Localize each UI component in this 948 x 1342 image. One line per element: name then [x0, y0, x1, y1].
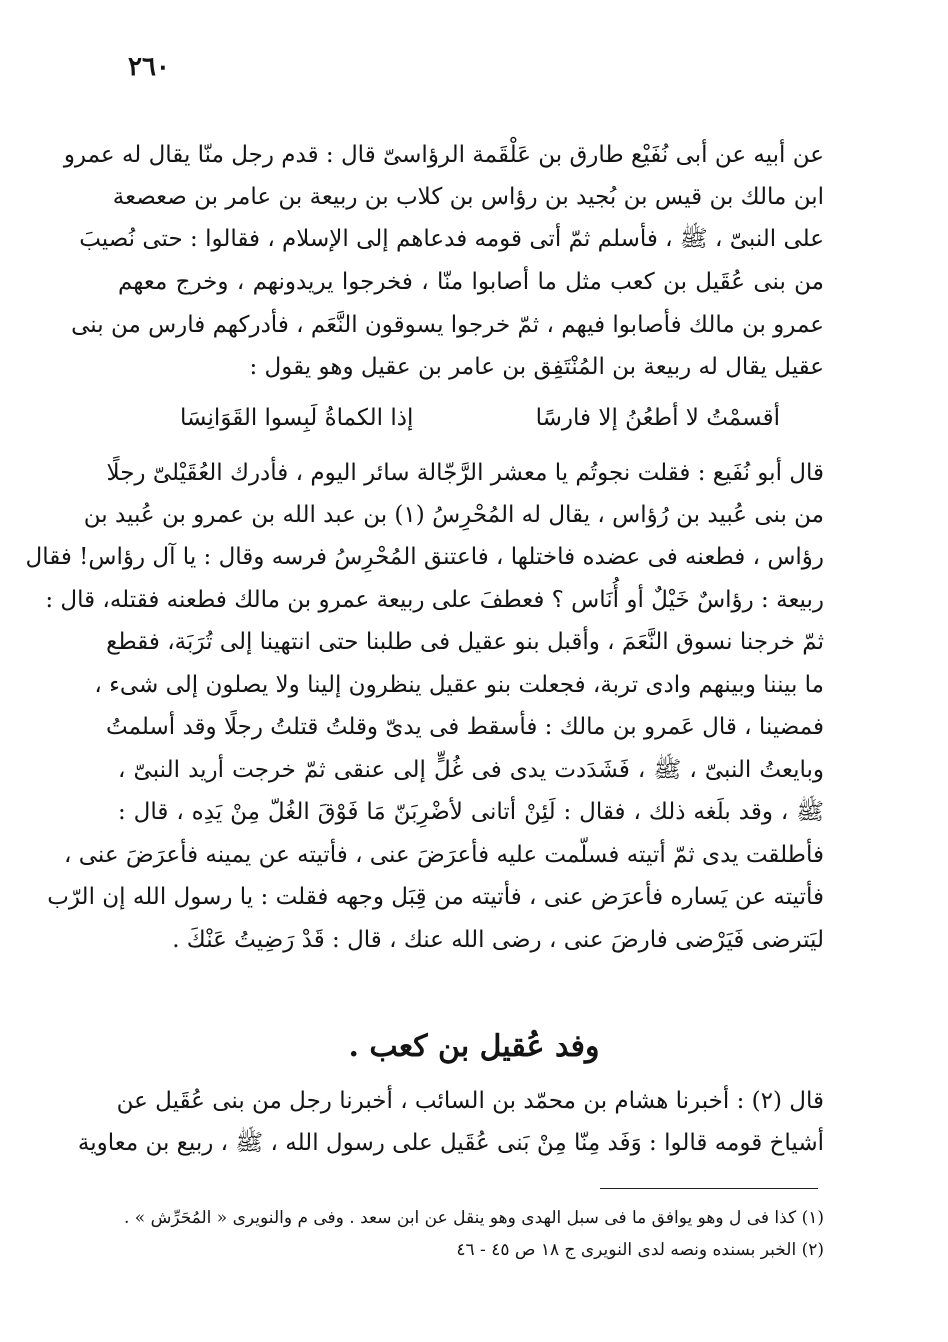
poem-verse — [180, 398, 780, 438]
page-number: ٢٦٠ — [128, 52, 170, 82]
text-line: عمرو بن مالك فأصابوا فيهم ، ثمّ خرجوا يسوقون النَّعَم ، فأدركهم فارس من بنى — [71, 312, 824, 338]
footnote-divider — [600, 1188, 818, 1189]
text-line: على النبىّ ، ﷺ ، فأسلم ثمّ أتى قومه فدعاهم إلى الإسلام ، فقالوا : حتى نُصيبَ — [79, 226, 824, 252]
text-line: عن أبيه عن أبى نُفَيْع طارق بن عَلْقَمة الرؤاسىّ قال : قدم رجل منّا يقال له عمرو — [63, 142, 824, 168]
text-line: ثمّ خرجنا نسوق النَّعَمَ ، وأقبل بنو عقيل فى طلبنا حتى انتهينا إلى تُرَبَة، فقطع — [106, 629, 824, 655]
text-line: وبايعتُ النبىّ ، ﷺ ، فَشَدَدت يدى فى غُلٍّ إلى عنقى ثمّ خرجت أريد النبىّ ، — [118, 757, 824, 783]
text-line: قال أبو نُفَيع : فقلت نجوتُم يا معشر الرَّجّالة سائر اليوم ، فأدرك العُقَيْلىّ رجلًا — [106, 460, 824, 486]
section-heading: وفد عُقيل بن كعب . — [348, 1029, 600, 1064]
verse-second-hemistich: إذا الكماةُ لَبِسوا القَوَانِسَا — [180, 405, 414, 431]
text-line: أشياخ قومه قالوا : وَفَد مِنّا مِنْ بَنى عُقَيل على رسول الله ، ﷺ ، ربيع بن معاوية — [77, 1130, 824, 1156]
text-line: ربيعة : رؤاسٌ خَيْلٌ أو أُنَاس ؟ فعطفَ على ربيعة عمرو بن مالك فطعنه فقتله، قال : — [45, 587, 824, 613]
text-line: فأتيته عن يَساره فأعرَض عنى ، فأتيته من قِبَل وجهه فقلت : يا رسول الله إن الرّب — [47, 884, 824, 910]
text-line: فأطلقت يدى ثمّ أتيته فسلّمت عليه فأعرَضَ عنى ، فأتيته عن يمينه فأعرَضَ عنى ، — [63, 842, 824, 868]
text-line: رؤاس ، فطعنه فى عضده فاختلها ، فاعتنق المُحْرِسُ فرسه وقال : يا آل رؤاس! فقال — [25, 544, 824, 570]
verse-first-hemistich: أقسمْتُ لا أطعُنُ إلا فارسًا — [535, 405, 780, 431]
footnote-2: (٢) الخبر بسنده ونصه لدى النويرى ج ١٨ ص ٤٥ - ٤٦ — [456, 1240, 824, 1260]
text-line: من بنى عُقَيل بن كعب مثل ما أصابوا منّا ، فخرجوا يريدونهم ، وخرج معهم — [118, 269, 824, 295]
text-line: ليَترضى فَيَرْضى فارضَ عنى ، رضى الله عنك ، قال : قَدْ رَضِيتُ عَنْكَ . — [172, 927, 824, 953]
text-line: من بنى عُبيد بن رُؤاس ، يقال له المُحْرِسُ (١) بن عبد الله بن عمرو بن عُبيد بن — [83, 502, 824, 528]
footnote-1: (١) كذا فى ل وهو يوافق ما فى سبل الهدى وهو ينقل عن ابن سعد . وفى م والنويرى « المُحَرِّش » . — [123, 1208, 824, 1228]
text-line: ما بيننا وبينهم وادى تربة، فجعلت بنو عقيل ينظرون إلينا ولا يصلون إلى شىء ، — [94, 672, 824, 698]
text-line: قال (٢) : أخبرنا هشام بن محمّد بن السائب ، أخبرنا رجل من بنى عُقَيل عن — [116, 1088, 824, 1114]
text-line: ﷺ ، وقد بلَغه ذلك ، فقال : لَئِنْ أتانى لأضْرِبَنّ مَا فَوْقَ الغُلّ مِنْ يَدِه ، قال : — [118, 799, 824, 825]
text-line: فمضينا ، قال عَمرو بن مالك : فأسقط فى يدىّ وقلتُ قتلتُ رجلًا وقد أسلمتُ — [105, 714, 824, 740]
text-line: عقيل يقال له ربيعة بن المُنْتَفِق بن عامر بن عقيل وهو يقول : — [249, 354, 824, 380]
text-line: ابن مالك بن قيس بن بُجيد بن رؤاس بن كلاب بن ربيعة بن عامر بن صعصعة — [112, 184, 824, 210]
